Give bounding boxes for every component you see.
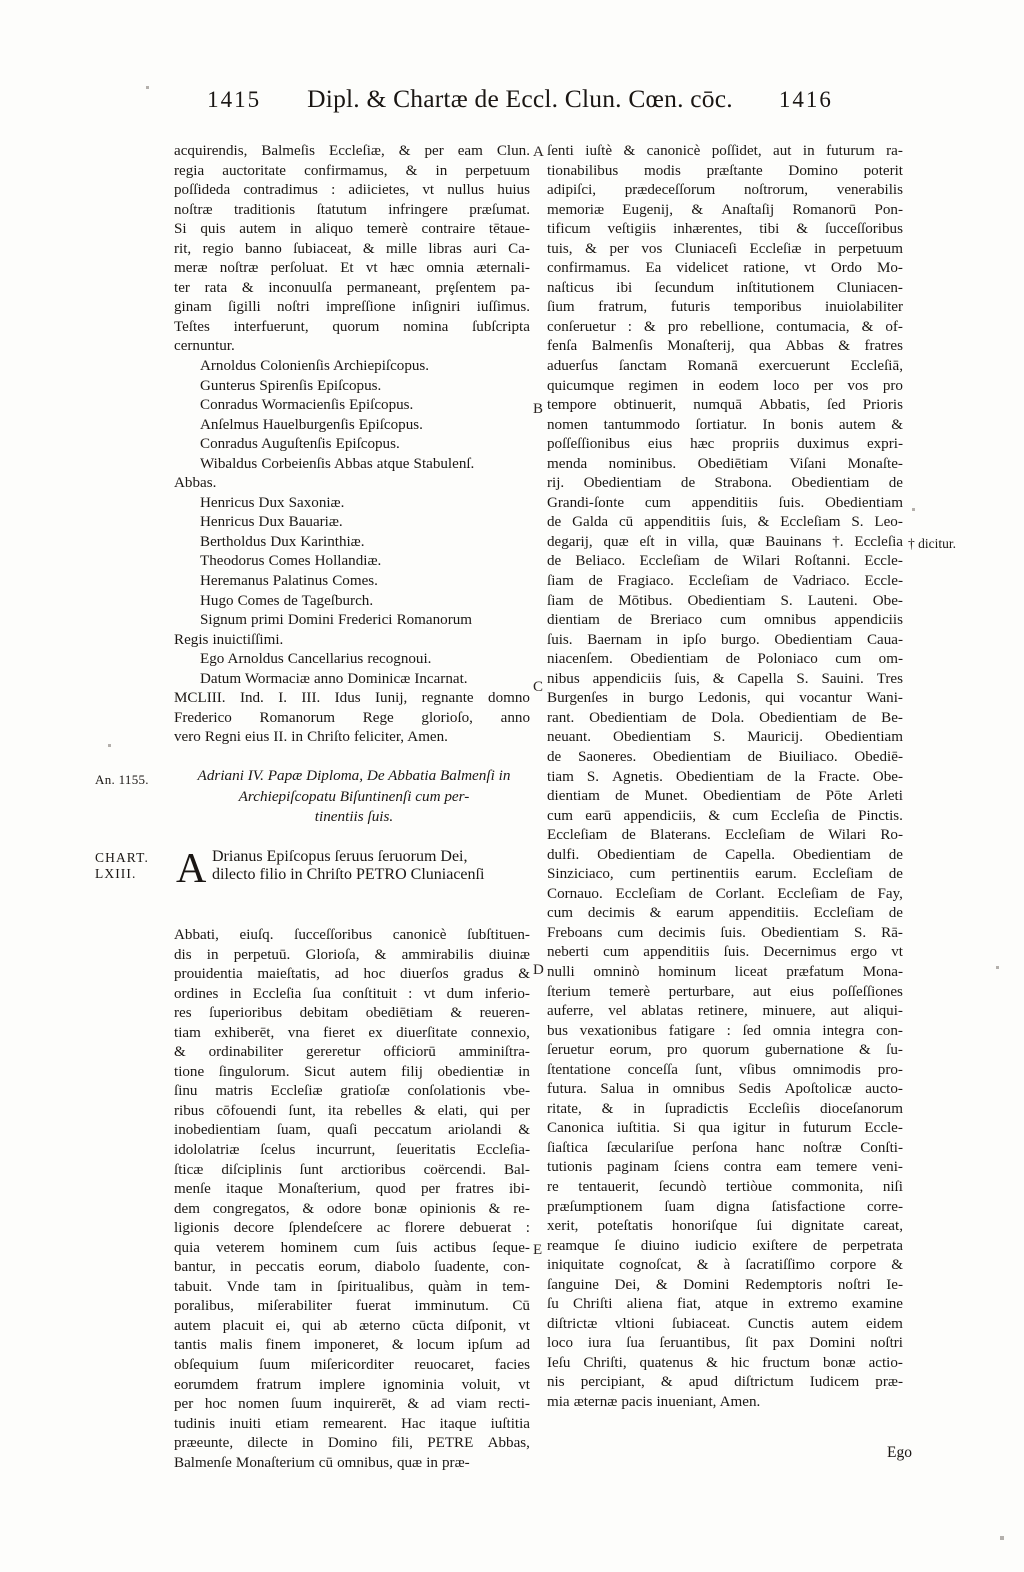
witness-entry: Conradus Wormacienſis Epiſcopus. (200, 397, 414, 414)
witness-entry: Conradus Auguſtenſis Epiſcopus. (200, 436, 400, 453)
text-line: Grandi-ſonte cum appenditiis ſuis. Obedientiam (547, 494, 903, 511)
text-line: memoriæ Eugenij, & Anaſtaſij Romanorū Pon- (547, 201, 903, 218)
text-line: obſequium ſuum miſericorditer reuocaret, facies (174, 1357, 530, 1374)
text-line: ſu Chriſti aliena fiat, atque in extremo examine (547, 1296, 903, 1313)
text-line: rant. Obedientiam de Dola. Obedientiam de Be- (547, 709, 903, 726)
text-line: prouidentia maieſtatis, ad hoc diuerſos gradus & (174, 966, 530, 983)
text-line: menſe itaque Monaſterium, quod per fratres ibi- (174, 1181, 530, 1198)
text-line: Si quis autem in aliquo temerè contraire tētaue- (174, 221, 530, 238)
text-line: ordines in Eccleſia ſua conſtituit : vt dum inferio- (174, 985, 530, 1002)
running-head-title: Dipl. & Chartæ de Eccl. Clun. Cœn. cōc. (307, 84, 733, 113)
left-column-body (174, 926, 530, 1473)
scan-speck (108, 744, 111, 747)
diploma-heading-line3: tinentiis ſuis. (314, 808, 394, 825)
reference-letter-e: E (533, 1242, 543, 1258)
catchword: Ego (887, 1444, 912, 1461)
diploma-heading (178, 766, 530, 828)
text-line: rit, regio banno ſubiaceat, & mille libras auri Ca- (174, 240, 530, 257)
text-line: cernuntur. (174, 338, 235, 355)
text-line: poſſideda contradimus : adiicietes, vt nullus huius (174, 182, 530, 199)
witness-entry: Datum Wormaciæ anno Dominicæ Incarnat. (200, 670, 468, 687)
text-line: per hoc nomen ſuum inquirerēt, & ad viam recti- (174, 1396, 530, 1413)
text-line: & ordinabiliter gereretur officiorū amminiſtra- (174, 1044, 530, 1061)
text-line: bus vexationibus fatigare : ſed omnia integra con- (547, 1022, 903, 1039)
text-line: ſanguine Dei, & Domini Redemptoris noſtri Ie- (547, 1276, 903, 1293)
text-line: de Saoneres. Obedientiam de Biuiliaco. Obediē- (547, 748, 903, 765)
text-line: conſeruetur : & pro rebellione, contumacia, & of- (547, 318, 903, 335)
witness-list (174, 357, 530, 689)
text-line: de Beliaco. Eccleſiam de Wilari Roſtanni. Eccle- (547, 553, 903, 570)
text-line: loco iura ſua ſeruantibus, ſit pax Domini noſtri (547, 1335, 903, 1352)
text-line: rij. Obedientiam de Strabona. Obedientiam de (547, 475, 903, 492)
text-line: Cornauo. Eccleſiam de Corlant. Eccleſiam de Fay, (547, 885, 903, 902)
text-line: re tentauerit, ſecundò tertiòue commonita, niſi (547, 1178, 903, 1195)
text-line: tionabilibus modis præſtante Domino poterit (547, 162, 903, 179)
text-line: tuis, & per vos Cluniaceſi Eccleſiæ in perpetuum (547, 240, 903, 257)
text-line: ſenti iuſtè & canonicè poſſidet, aut in futurum ra- (547, 143, 903, 159)
text-line: ribus cōfouendi ſunt, ita rebelles & elati, qui per (174, 1102, 530, 1119)
witness-entry: Bertholdus Dux Karinthiæ. (200, 533, 365, 550)
dropcap-line1: Drianus Epiſcopus ſeruus ſeruorum Dei, (212, 848, 468, 865)
text-line: ligionis decore ſplendeſcere ac florere debuerat : (174, 1220, 530, 1237)
scan-speck (912, 508, 915, 511)
text-line: dientiam de Munet. Obedientiam de Pōte Arleti (547, 788, 903, 805)
left-paragraph-2 (174, 689, 530, 748)
text-line: Ieſu Chriſti, quatenus & hic fructum bonæ actio- (547, 1354, 903, 1371)
scan-speck (146, 86, 149, 89)
witness-entry: Henricus Dux Saxoniæ. (200, 494, 345, 511)
text-line: præſumptionem ſuam digna ſatisfactione corre- (547, 1198, 903, 1215)
scan-speck (996, 966, 999, 969)
text-line: dem congregatos, & odore bonæ opinionis & re- (174, 1200, 530, 1217)
left-column (174, 142, 530, 748)
witness-entry: Theodorus Comes Hollandiæ. (200, 553, 382, 570)
text-line: cum decimis & earum appenditiis. Eccleſiam de (547, 905, 903, 922)
witness-entry: Ego Arnoldus Cancellarius recognoui. (200, 651, 432, 668)
reference-letter-a: A (533, 144, 544, 160)
text-line: regia auctoritate confirmamus, & in perpetuum (174, 162, 530, 179)
witness-entry: Anſelmus Hauelburgenſis Epiſcopus. (200, 416, 423, 433)
text-line: quicumque regimen in eodem loco per vos pro (547, 377, 903, 394)
text-line: diſtrictæ vltioni ſubiaceat. Cunctis autem eidem (547, 1315, 903, 1332)
text-line: cum earū appendiciis, & cum Eccleſia de Pinctis. (547, 807, 903, 824)
text-line: ſticæ diſciplinis ſunt arctioribus coërcendi. Bal- (174, 1161, 530, 1178)
text-line: Frederico Romanorum Rege glorioſo, anno (174, 709, 530, 726)
text-line: tiam S. Agnetis. Obedientiam de la Fracte. Obe- (547, 768, 903, 785)
text-line: ſtentatione conceſſa ſunt, vſibus omnimodis pro- (547, 1061, 903, 1078)
text-line: de Galda cū appenditiis ſuis, & Eccleſiam S. Leo- (547, 514, 903, 531)
text-line: poralibus, miſerabiliter fuerat imminutum. Cū (174, 1298, 530, 1315)
text-line: futura. Salua in omnibus Sedis Apoſtolicæ aucto- (547, 1081, 903, 1098)
witness-entry: Abbas. (174, 475, 217, 492)
text-line: aduerſus ſanctam Romanā exercuerunt Eccleſiā, (547, 358, 903, 375)
text-line: res ſuperioribus debitam obediētiam & reueren- (174, 1005, 530, 1022)
text-line: tempore obtinuerit, numquā Abbatis, ſed Prioris (547, 397, 903, 414)
text-line: poſſeſſionibus eius hæc propriis duximus expri- (547, 436, 903, 453)
text-line: tione ſingulorum. Sicut autem filij obedientiæ in (174, 1063, 530, 1080)
text-line: reamque ſe diuino iudicio exiſtere de perpetrata (547, 1237, 903, 1254)
text-line: ſiam de Fragiaco. Eccleſiam de Vadriaco. Eccle- (547, 573, 903, 590)
text-line: MCLIII. Ind. I. III. Idus Iunij, regnante domno (174, 690, 530, 707)
dropcap-line2: dilecto filio in Chriſto PETRO Cluniacenſi (212, 866, 485, 883)
text-line: noſtræ traditionis ſtatutum infringere præſumat. (174, 201, 530, 218)
text-line: meræ noſtræ perſoluat. Et vt hæc omnia æternali- (174, 260, 530, 277)
text-line: ſiaſtica ſæculariſue perſona hanc noſtræ Conſti- (547, 1139, 903, 1156)
scan-speck (1000, 1536, 1004, 1540)
text-line: tificum veſtigiis inhærentes, tibi & ſucceſſoribus (547, 221, 903, 238)
text-line: nibus appendiciis ſuis, & Capella S. Sauini. Tres (547, 670, 903, 687)
text-line: autem placuit ei, qui ab æterno cūcta diſponit, vt (174, 1317, 530, 1334)
text-line: niacenſem. Obedientiam de Poloniaco cum om- (547, 651, 903, 668)
text-line: Eccleſiam de Blaterans. Eccleſiam de Wilari Ro- (547, 827, 903, 844)
text-line: iniquitate cognoſcat, & à ſacratiſſimo corpore & (547, 1257, 903, 1274)
margin-note-dagger: † dicitur. (908, 536, 956, 551)
text-line: Abbati, eiuſq. ſucceſſoribus canonicè ſubſtituen- (174, 927, 530, 943)
witness-entry: Regis inuictiſſimi. (174, 631, 284, 648)
folio-number-right: 1416 (778, 87, 833, 112)
text-line: mia æternæ pacis inueniant, Amen. (547, 1394, 761, 1410)
witness-entry: Signum primi Domini Frederici Romanorum (200, 612, 473, 629)
text-line: dientiam de Breriaco cum omnibus appendiciis (547, 612, 903, 629)
witness-entry: Henricus Dux Bauariæ. (200, 514, 343, 531)
margin-note-charter-line2: LXIII. (95, 866, 137, 881)
witness-entry: Wibaldus Corbeienſis Abbas atque Stabulenſ. (200, 455, 475, 472)
text-line: naſticus ibi ſecundum inſtitutionem Cluniacen- (547, 279, 903, 296)
text-line: auferre, vel ablatas retinere, minuere, aut aliqui- (547, 1003, 903, 1020)
diploma-heading-line1: Adriani IV. Papæ Diploma, De Abbatia Balmenſi in (197, 767, 511, 784)
text-line: dis in perpetuū. Glorioſa, & ammirabilis diuinæ (174, 946, 530, 963)
text-line: ſuis. Baernam in ipſo burgo. Obedientiam Caua- (547, 631, 903, 648)
text-line: Canonica iuſtitia. Si qua igitur in futurum Eccle- (547, 1120, 903, 1137)
margin-note-charter (95, 850, 149, 882)
witness-entry: Hugo Comes de Tageſburch. (200, 592, 374, 609)
left-body-text (174, 926, 530, 1473)
text-line: idololatriæ ſcelus incurrunt, ſeueritatis Eccleſia- (174, 1142, 530, 1159)
text-line: ſiam de Mōtibus. Obedientiam S. Lauteni. Obe- (547, 592, 903, 609)
text-line: Balmenſe Monaſterium cū omnibus, quæ in præ- (174, 1454, 470, 1471)
text-line: acquirendis, Balmeſis Eccleſiæ, & per eam Clun. (174, 143, 530, 159)
diploma-heading-line2: Archiepiſcopatu Biſuntinenſi cum per- (238, 787, 470, 805)
text-line: præeunte, dilecte in Domino fili, PETRE Abbas, (174, 1435, 530, 1452)
reference-letter-d: D (533, 962, 544, 978)
text-line: bantur, in peccatis eorum, diabolo ſuadente, con- (174, 1259, 530, 1276)
witness-entry: Gunterus Spirenſis Epiſcopus. (200, 377, 382, 394)
text-line: eorumdem fratrum implere ignominia voluit, vt (174, 1376, 530, 1393)
text-line: ter rata & inconuulſa permaneant, prȩſentem pa- (174, 279, 530, 296)
text-line: Teſtes interfuerunt, quorum nomina ſubſcripta (174, 318, 530, 335)
text-line: ſium fratrum, futuris temporibus inuiolabiliter (547, 299, 903, 316)
reference-letter-c: C (533, 679, 544, 695)
margin-note-charter-line1: CHART. (95, 850, 149, 865)
text-line: ritate, & in ſupradictis Eccleſiis dioceſanorum (547, 1100, 903, 1117)
text-line: menda nominibus. Obediētiam Viſani Monaſte- (547, 455, 903, 472)
text-line: xerit, poteſtatis honoriſque ſui dignitate careat, (547, 1218, 903, 1235)
text-line: tudinis inuiti etiam remearent. Hac itaque iuſtitia (174, 1415, 530, 1432)
text-line: tantis malis finem imponeret, & locum ipſum ad (174, 1337, 530, 1354)
text-line: confirmamus. Ea videlicet ratione, vt Ordo Mo- (547, 260, 903, 277)
text-line: Freboans cum decimis ſuis. Obedientiam S. Rā- (547, 924, 903, 941)
text-line: inobedientiam ſuam, quaſi peccatum ariolandi & (174, 1122, 530, 1139)
text-line: nis percipiant, & apud diſtrictum Iudicem præ- (547, 1374, 903, 1391)
witness-entry: Arnoldus Colonienſis Archiepiſcopus. (200, 358, 430, 375)
text-line: neberti cum appenditiis ſuis. Decernimus ergo vt (547, 944, 903, 961)
margin-note-year: An. 1155. (95, 772, 149, 787)
reference-letter-b: B (533, 401, 544, 417)
text-line: tiam exhiberēt, vna fieret ex diuerſitate connexio, (174, 1024, 530, 1041)
text-line: tabuit. Vnde tam in ſpiritualibus, quàm in tem- (174, 1278, 530, 1295)
text-line: nulli omninò hominum liceat præfatum Mona- (547, 963, 903, 980)
witness-entry: Heremanus Palatinus Comes. (200, 573, 378, 590)
text-line: dulfi. Obedientiam de Capella. Obedientiam de (547, 846, 903, 863)
drop-cap-letter: A (176, 846, 207, 892)
text-line: ſterium temerè perturbare, aut eius poſſeſſiones (547, 983, 903, 1000)
text-line: adipiſci, prædeceſſorum noſtrorum, venerabilis (547, 182, 903, 199)
text-line: tutionis paginam ſciens contra eam temere veni- (547, 1159, 903, 1176)
text-line: fenſa Balmenſis Monaſterij, qua Abbas & fratres (547, 338, 903, 355)
text-line: quia veterem hominem cum ſuis actibus ſeque- (174, 1239, 530, 1256)
left-paragraph-1 (174, 142, 530, 357)
text-line: Sinziciaco, cum pertinentiis earum. Eccleſiam de (547, 866, 903, 883)
text-line: degarij, quæ eſt in villa, quæ Bauinans †. Eccleſia (547, 533, 903, 550)
text-line: nomen tantummodo ſortiatur. In bonis autem & (547, 416, 903, 433)
right-body-text (547, 142, 903, 1413)
dropcap-paragraph (174, 846, 530, 892)
running-head (160, 84, 880, 114)
right-column (547, 142, 903, 1413)
text-line: neuant. Obedientiam S. Mauricij. Obedientiam (547, 729, 903, 746)
text-line: vero Regni eius II. in Chriſto feliciter, Amen. (174, 729, 448, 746)
text-line: Burgenſes in burgo Ledonis, qui vocantur Wani- (547, 690, 903, 707)
text-line: ſinu matris Eccleſiæ gratioſæ conſolationis vbe- (174, 1083, 530, 1100)
text-line: ginam ſigilli noſtri impreſſione inſigniri iuſſimus. (174, 299, 530, 316)
folio-number-left: 1415 (207, 87, 262, 112)
text-line: ſeruetur eorum, pro quorum gubernatione & ſu- (547, 1042, 903, 1059)
